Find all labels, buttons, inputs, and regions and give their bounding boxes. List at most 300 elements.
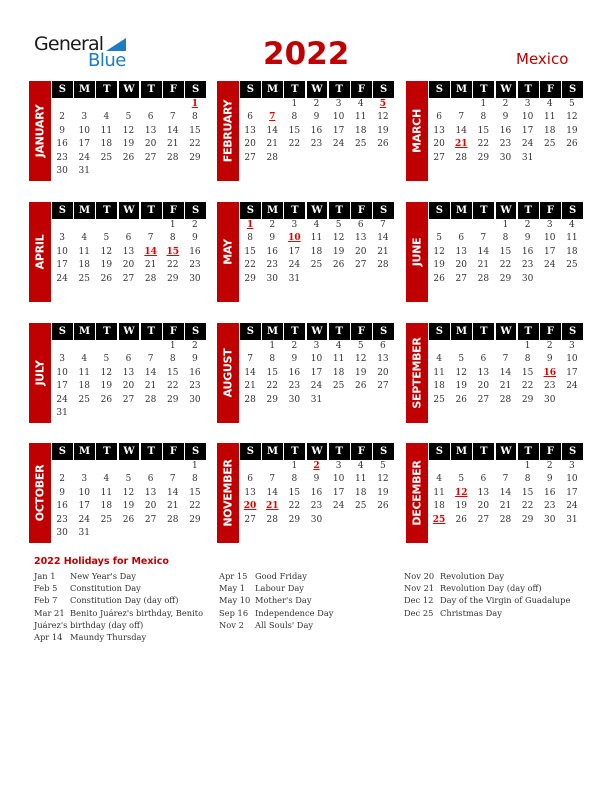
empty-day-cell <box>428 219 450 232</box>
day-cell: 4 <box>436 474 442 485</box>
day-cell: 31 <box>78 527 90 538</box>
weekday-label: S <box>562 323 583 340</box>
weekday-header <box>428 323 583 340</box>
day-cell: 16 <box>56 501 68 512</box>
day-cell: 20 <box>355 246 367 257</box>
weekday-label: F <box>540 323 561 340</box>
day-cell: 8 <box>291 474 298 485</box>
weekday-label: W <box>496 323 517 340</box>
day-cell: 19 <box>100 381 113 392</box>
day-cell: 6 <box>125 354 132 365</box>
day-cell: 4 <box>357 461 364 471</box>
day-cell: 6 <box>247 112 253 123</box>
day-cell: 12 <box>122 125 135 136</box>
month-grid <box>428 81 583 165</box>
day-cell: 11 <box>544 112 556 123</box>
weekday-label: T <box>518 202 539 219</box>
empty-day-cell <box>51 340 73 353</box>
day-cell: 20 <box>477 381 490 392</box>
day-cell: 20 <box>455 260 467 271</box>
day-cell: 22 <box>477 139 490 150</box>
day-cell: 13 <box>122 246 135 257</box>
weekday-label: F <box>351 81 372 98</box>
day-cell: 12 <box>100 246 113 257</box>
day-cell: 30 <box>288 394 301 405</box>
weekday-label: F <box>540 202 561 219</box>
day-cell: 11 <box>355 112 367 123</box>
weekday-label: S <box>373 202 394 219</box>
holiday-date: Nov 20 <box>404 571 435 581</box>
day-cell: 8 <box>247 233 253 244</box>
day-cell: 30 <box>56 165 68 176</box>
day-cell: 8 <box>291 112 298 123</box>
month-name: MARCH <box>410 109 424 153</box>
day-cell: 8 <box>169 233 176 244</box>
empty-day-cell <box>95 340 117 353</box>
day-cell: 14 <box>144 367 157 378</box>
day-cell: 9 <box>313 112 320 123</box>
weekday-label: F <box>163 81 184 98</box>
day-cell: 28 <box>266 152 278 163</box>
day-cell: 30 <box>56 527 68 538</box>
day-cell: 1 <box>502 220 509 230</box>
day-cell: 21 <box>167 139 179 150</box>
day-cell: 20 <box>144 139 157 150</box>
day-cell: 28 <box>167 152 179 163</box>
month-march <box>406 81 583 181</box>
weekday-label: W <box>307 81 328 98</box>
day-cell: 3 <box>546 220 553 230</box>
day-cell: 3 <box>291 220 298 230</box>
day-cell: 23 <box>499 139 512 150</box>
empty-day-cell <box>51 219 73 232</box>
day-cell: 25 <box>355 139 367 150</box>
day-cell: 28 <box>377 260 389 271</box>
empty-day-cell <box>472 219 494 232</box>
day-cell: 11 <box>310 233 323 244</box>
day-cell: 7 <box>502 474 509 485</box>
day-cell: 24 <box>288 260 301 271</box>
weekday-label: T <box>141 202 162 219</box>
weekday-label: M <box>262 323 283 340</box>
day-cell: 18 <box>433 501 445 512</box>
day-cell: 3 <box>81 474 88 485</box>
day-cell: 26 <box>455 514 467 525</box>
day-cell: 29 <box>167 273 179 284</box>
weekday-label: S <box>429 443 450 460</box>
empty-day-cell <box>117 460 139 473</box>
day-cell: 13 <box>144 487 157 498</box>
day-cell: 5 <box>125 112 132 123</box>
day-cell: 19 <box>122 139 135 150</box>
month-february <box>217 81 394 181</box>
day-cell: 1 <box>291 461 298 471</box>
empty-day-cell <box>162 460 184 473</box>
month-grid <box>51 323 206 420</box>
day-cell: 15 <box>288 125 301 136</box>
day-cell: 25 <box>433 394 445 405</box>
day-cell: 6 <box>147 474 154 485</box>
holiday-name: Revolution Day <box>440 571 505 581</box>
weekday-label: T <box>96 443 117 460</box>
weekday-label: F <box>540 443 561 460</box>
day-cell: 21 <box>377 246 389 257</box>
day-cell: 21 <box>244 381 256 392</box>
logo-text-blue: Blue <box>88 50 126 71</box>
day-cell: 14 <box>167 125 179 136</box>
month-december <box>406 443 583 543</box>
day-cell: 23 <box>56 514 68 525</box>
empty-day-cell <box>117 98 139 111</box>
weekday-label: S <box>562 443 583 460</box>
day-cell: 6 <box>458 233 465 244</box>
day-cell: 3 <box>59 354 65 365</box>
day-cell: 13 <box>244 487 256 498</box>
day-cell: 8 <box>269 354 276 365</box>
day-cell: 22 <box>499 260 512 271</box>
day-cell: 14 <box>477 246 490 257</box>
day-cell: 17 <box>288 246 301 257</box>
holiday-item <box>34 582 203 594</box>
month-january <box>29 81 206 181</box>
holiday-name: Maundy Thursday <box>70 631 147 642</box>
day-cell: 4 <box>313 220 320 230</box>
day-cell: 24 <box>56 394 68 405</box>
empty-day-cell <box>472 340 494 353</box>
day-cell: 11 <box>355 474 367 485</box>
holiday-day-cell: 16 <box>543 367 557 378</box>
empty-day-cell <box>261 460 283 473</box>
day-cell: 23 <box>310 139 323 150</box>
day-cell: 29 <box>477 152 490 163</box>
month-name: FEBRUARY <box>221 99 235 163</box>
day-cell: 25 <box>332 381 345 392</box>
day-cell: 19 <box>122 501 135 512</box>
day-cell: 4 <box>546 99 553 109</box>
day-cell: 14 <box>499 487 512 498</box>
empty-day-cell <box>140 98 162 111</box>
holiday-name: Constitution Day (day off) <box>70 595 179 606</box>
day-cell: 6 <box>436 112 442 123</box>
month-grid <box>428 323 583 407</box>
day-cell: 7 <box>169 112 176 123</box>
weekday-label: W <box>307 443 328 460</box>
day-cell: 7 <box>169 474 176 485</box>
day-cell: 7 <box>502 354 509 365</box>
day-cell: 24 <box>521 139 534 150</box>
empty-day-cell <box>73 219 95 232</box>
weekday-label: T <box>518 323 539 340</box>
day-cell: 2 <box>524 220 531 230</box>
empty-day-cell <box>261 98 283 111</box>
day-cell: 14 <box>244 367 256 378</box>
day-cell: 12 <box>377 474 389 485</box>
month-name: APRIL <box>33 234 47 270</box>
day-cell: 11 <box>78 367 90 378</box>
weekday-label: S <box>52 202 73 219</box>
day-cell: 3 <box>335 461 342 471</box>
day-cell: 4 <box>103 112 110 123</box>
day-cell: 5 <box>335 220 342 230</box>
month-label-bar <box>29 323 51 423</box>
holiday-day-cell: 20 <box>243 501 257 512</box>
day-cell: 26 <box>100 394 113 405</box>
empty-day-cell <box>239 98 261 111</box>
day-cell: 2 <box>313 99 320 109</box>
day-cell: 21 <box>499 381 512 392</box>
day-cell: 10 <box>332 474 345 485</box>
weekday-header <box>239 81 394 98</box>
day-cell: 18 <box>78 381 90 392</box>
day-cell: 16 <box>310 487 323 498</box>
day-cell: 6 <box>147 112 154 123</box>
day-cell: 28 <box>455 152 467 163</box>
day-cell: 5 <box>458 354 465 365</box>
holiday-date: Mar 21 <box>34 607 65 618</box>
day-cell: 24 <box>332 139 345 150</box>
weekday-label: T <box>473 323 494 340</box>
day-cell: 24 <box>78 514 90 525</box>
days-grid <box>51 340 206 420</box>
day-cell: 16 <box>310 125 323 136</box>
empty-day-cell <box>450 460 472 473</box>
day-cell: 16 <box>521 246 534 257</box>
weekday-label: S <box>185 81 206 98</box>
month-name: DECEMBER <box>410 460 424 526</box>
day-cell: 28 <box>244 394 256 405</box>
empty-day-cell <box>450 340 472 353</box>
days-grid <box>51 219 206 286</box>
weekday-label: S <box>52 81 73 98</box>
day-cell: 17 <box>78 139 90 150</box>
month-label-bar <box>217 323 239 423</box>
day-cell: 5 <box>125 474 132 485</box>
day-cell: 16 <box>544 487 556 498</box>
day-cell: 10 <box>566 354 578 365</box>
weekday-label: T <box>473 443 494 460</box>
day-cell: 31 <box>521 152 534 163</box>
weekday-label: F <box>351 443 372 460</box>
weekday-label: S <box>429 81 450 98</box>
day-cell: 3 <box>524 99 531 109</box>
month-june <box>406 202 583 302</box>
weekday-label: F <box>163 202 184 219</box>
weekday-header <box>51 202 206 219</box>
day-cell: 13 <box>355 233 367 244</box>
holiday-name: Labour Day <box>255 583 304 594</box>
day-cell: 15 <box>189 125 201 136</box>
day-cell: 22 <box>521 501 534 512</box>
day-cell: 16 <box>499 125 512 136</box>
month-label-bar <box>406 81 428 181</box>
holiday-day-cell: 21 <box>454 139 468 150</box>
weekday-label: F <box>163 443 184 460</box>
weekday-label: S <box>373 81 394 98</box>
holiday-item <box>219 594 333 606</box>
day-cell: 19 <box>100 260 113 271</box>
day-cell: 9 <box>546 474 553 485</box>
days-grid <box>239 460 394 527</box>
month-label-bar <box>406 443 428 543</box>
day-cell: 27 <box>477 514 490 525</box>
empty-day-cell <box>494 460 516 473</box>
day-cell: 23 <box>544 501 556 512</box>
day-cell: 7 <box>147 354 154 365</box>
day-cell: 25 <box>566 260 578 271</box>
day-cell: 2 <box>192 220 198 230</box>
weekday-label: F <box>351 323 372 340</box>
empty-day-cell <box>51 98 73 111</box>
day-cell: 25 <box>100 514 113 525</box>
day-cell: 10 <box>56 246 68 257</box>
day-cell: 9 <box>313 474 320 485</box>
month-label-bar <box>217 202 239 302</box>
weekday-label: S <box>562 81 583 98</box>
holiday-date: Nov 2 <box>219 619 244 630</box>
day-cell: 12 <box>455 367 467 378</box>
weekday-label: M <box>74 202 95 219</box>
month-name: JULY <box>33 360 47 386</box>
empty-day-cell <box>73 98 95 111</box>
weekday-header <box>239 323 394 340</box>
day-cell: 30 <box>266 273 278 284</box>
weekday-label: F <box>163 323 184 340</box>
holiday-date: Dec 25 <box>404 607 434 618</box>
weekday-label: M <box>74 323 95 340</box>
weekday-label: T <box>96 81 117 98</box>
day-cell: 4 <box>81 233 88 244</box>
holiday-name: Mother's Day <box>255 595 312 606</box>
day-cell: 9 <box>524 233 531 244</box>
holiday-item <box>34 619 203 631</box>
holiday-date: Feb 7 <box>34 595 58 606</box>
day-cell: 15 <box>288 487 301 498</box>
day-cell: 4 <box>357 99 364 109</box>
day-cell: 16 <box>56 139 68 150</box>
empty-day-cell <box>428 460 450 473</box>
weekday-header <box>428 443 583 460</box>
day-cell: 17 <box>56 260 68 271</box>
day-cell: 15 <box>521 367 534 378</box>
holiday-day-cell: 2 <box>313 461 320 471</box>
empty-day-cell <box>95 219 117 232</box>
day-cell: 20 <box>122 260 135 271</box>
day-cell: 20 <box>122 381 135 392</box>
day-cell: 17 <box>78 501 90 512</box>
month-grid <box>239 81 394 165</box>
month-name: NOVEMBER <box>221 459 235 527</box>
day-cell: 25 <box>310 260 323 271</box>
days-grid <box>239 219 394 286</box>
holiday-date: Dec 12 <box>404 595 434 606</box>
day-cell: 16 <box>189 246 201 257</box>
day-cell: 2 <box>269 220 276 230</box>
weekday-label: T <box>141 323 162 340</box>
day-cell: 15 <box>521 487 534 498</box>
weekday-label: F <box>540 81 561 98</box>
day-cell: 19 <box>377 125 389 136</box>
day-cell: 20 <box>144 501 157 512</box>
country-title: Mexico <box>516 50 569 68</box>
weekday-label: S <box>240 202 261 219</box>
weekday-label: M <box>262 202 283 219</box>
month-label-bar <box>29 202 51 302</box>
day-cell: 8 <box>192 474 198 485</box>
weekday-label: W <box>119 443 140 460</box>
day-cell: 9 <box>59 125 65 136</box>
weekday-label: S <box>240 323 261 340</box>
holiday-name: Revolution Day (day off) <box>440 583 542 594</box>
weekday-label: T <box>96 202 117 219</box>
day-cell: 8 <box>169 354 176 365</box>
weekday-label: W <box>496 443 517 460</box>
holiday-day-cell: 1 <box>246 220 254 230</box>
logo-text-general: General <box>34 33 104 55</box>
day-cell: 29 <box>499 273 512 284</box>
day-cell: 30 <box>310 514 323 525</box>
weekday-label: T <box>141 443 162 460</box>
day-cell: 20 <box>433 139 445 150</box>
holiday-day-cell: 25 <box>432 514 446 525</box>
day-cell: 7 <box>247 354 253 365</box>
day-cell: 4 <box>436 354 442 365</box>
empty-day-cell <box>140 340 162 353</box>
day-cell: 18 <box>355 487 367 498</box>
day-cell: 21 <box>477 260 490 271</box>
day-cell: 1 <box>192 461 198 471</box>
day-cell: 17 <box>566 367 578 378</box>
day-cell: 17 <box>566 487 578 498</box>
days-grid <box>239 340 394 407</box>
day-cell: 21 <box>266 139 278 150</box>
year-title: 2022 <box>263 36 350 72</box>
month-grid <box>428 443 583 527</box>
day-cell: 13 <box>455 246 467 257</box>
day-cell: 18 <box>355 125 367 136</box>
day-cell: 28 <box>144 394 157 405</box>
month-grid <box>239 323 394 407</box>
day-cell: 28 <box>167 514 179 525</box>
holiday-list-col-1 <box>34 570 203 643</box>
day-cell: 16 <box>266 246 278 257</box>
day-cell: 28 <box>499 514 512 525</box>
day-cell: 29 <box>189 514 201 525</box>
day-cell: 22 <box>266 381 278 392</box>
holiday-day-cell: 15 <box>166 246 180 257</box>
month-november <box>217 443 394 543</box>
holidays-title: 2022 Holidays for Mexico <box>34 556 169 567</box>
weekday-label: W <box>119 202 140 219</box>
day-cell: 25 <box>78 273 90 284</box>
weekday-label: M <box>451 443 472 460</box>
weekday-label: W <box>119 81 140 98</box>
day-cell: 27 <box>144 152 157 163</box>
day-cell: 22 <box>189 139 201 150</box>
day-cell: 15 <box>167 367 179 378</box>
day-cell: 3 <box>59 233 65 244</box>
day-cell: 17 <box>56 381 68 392</box>
day-cell: 19 <box>332 246 345 257</box>
day-cell: 27 <box>477 394 490 405</box>
day-cell: 31 <box>288 273 301 284</box>
month-grid <box>51 202 206 286</box>
day-cell: 2 <box>546 341 553 351</box>
day-cell: 6 <box>480 474 487 485</box>
holiday-item <box>404 582 570 594</box>
day-cell: 19 <box>355 367 367 378</box>
day-cell: 22 <box>244 260 256 271</box>
month-name: AUGUST <box>221 348 235 398</box>
